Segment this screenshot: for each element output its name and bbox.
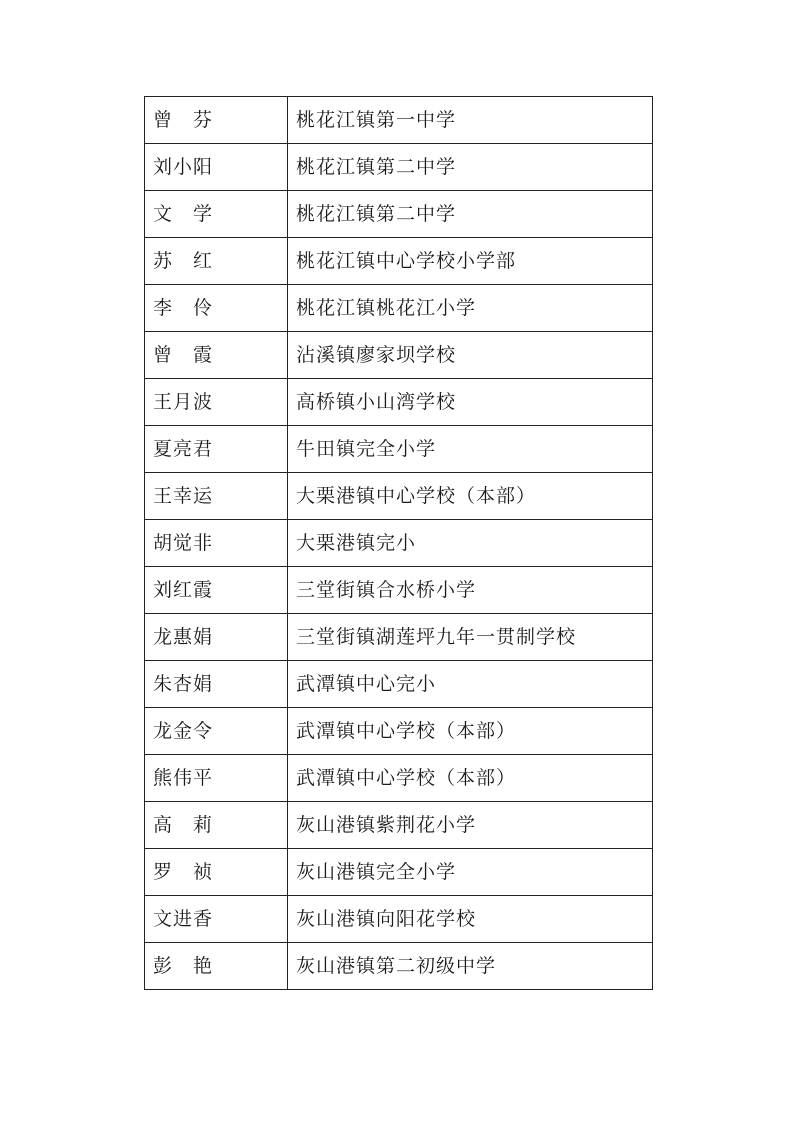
teacher-name-cell: 刘红霞 — [145, 567, 288, 614]
school-name-cell: 三堂街镇湖莲坪九年一贯制学校 — [288, 614, 653, 661]
teacher-name-cell: 彭 艳 — [145, 943, 288, 990]
school-name-cell: 桃花江镇第二中学 — [288, 144, 653, 191]
school-name-cell: 桃花江镇桃花江小学 — [288, 285, 653, 332]
teacher-name-cell: 龙惠娟 — [145, 614, 288, 661]
school-name-cell: 灰山港镇向阳花学校 — [288, 896, 653, 943]
teacher-name-cell: 罗 祯 — [145, 849, 288, 896]
teacher-name-cell: 夏亮君 — [145, 426, 288, 473]
teacher-name-cell: 苏 红 — [145, 238, 288, 285]
table-row — [145, 473, 653, 520]
teacher-name-cell: 文进香 — [145, 896, 288, 943]
school-name-cell: 武潭镇中心学校（本部） — [288, 708, 653, 755]
school-name-cell: 高桥镇小山湾学校 — [288, 379, 653, 426]
school-name-cell: 三堂街镇合水桥小学 — [288, 567, 653, 614]
table-row — [145, 426, 653, 473]
school-name-cell: 桃花江镇第二中学 — [288, 191, 653, 238]
teacher-name-cell: 王月波 — [145, 379, 288, 426]
school-name-cell: 灰山港镇完全小学 — [288, 849, 653, 896]
table-row — [145, 755, 653, 802]
teacher-name-cell: 龙金令 — [145, 708, 288, 755]
school-name-cell: 桃花江镇中心学校小学部 — [288, 238, 653, 285]
table-row — [145, 567, 653, 614]
teacher-name-cell: 高 莉 — [145, 802, 288, 849]
school-name-cell: 大栗港镇完小 — [288, 520, 653, 567]
school-name-cell: 牛田镇完全小学 — [288, 426, 653, 473]
table-row — [145, 661, 653, 708]
school-name-cell: 武潭镇中心完小 — [288, 661, 653, 708]
table-row — [145, 285, 653, 332]
teacher-name-cell: 朱杏娟 — [145, 661, 288, 708]
teacher-name-cell: 胡觉非 — [145, 520, 288, 567]
table-row — [145, 144, 653, 191]
teacher-name-cell: 曾 霞 — [145, 332, 288, 379]
roster-table-body — [145, 97, 653, 990]
school-name-cell: 灰山港镇第二初级中学 — [288, 943, 653, 990]
table-row — [145, 238, 653, 285]
teacher-name-cell: 刘小阳 — [145, 144, 288, 191]
table-row — [145, 614, 653, 661]
teacher-name-cell: 文 学 — [145, 191, 288, 238]
table-row — [145, 191, 653, 238]
teacher-name-cell: 曾 芬 — [145, 97, 288, 144]
school-name-cell: 大栗港镇中心学校（本部） — [288, 473, 653, 520]
table-row — [145, 379, 653, 426]
school-name-cell: 桃花江镇第一中学 — [288, 97, 653, 144]
teacher-name-cell: 熊伟平 — [145, 755, 288, 802]
teacher-name-cell: 李 伶 — [145, 285, 288, 332]
table-row — [145, 97, 653, 144]
table-row — [145, 332, 653, 379]
school-name-cell: 沾溪镇廖家坝学校 — [288, 332, 653, 379]
table-row — [145, 520, 653, 567]
table-row — [145, 708, 653, 755]
roster-table — [144, 96, 653, 990]
table-row — [145, 802, 653, 849]
school-name-cell: 武潭镇中心学校（本部） — [288, 755, 653, 802]
school-name-cell: 灰山港镇紫荆花小学 — [288, 802, 653, 849]
teacher-name-cell: 王幸运 — [145, 473, 288, 520]
table-row — [145, 849, 653, 896]
table-row — [145, 943, 653, 990]
table-row — [145, 896, 653, 943]
